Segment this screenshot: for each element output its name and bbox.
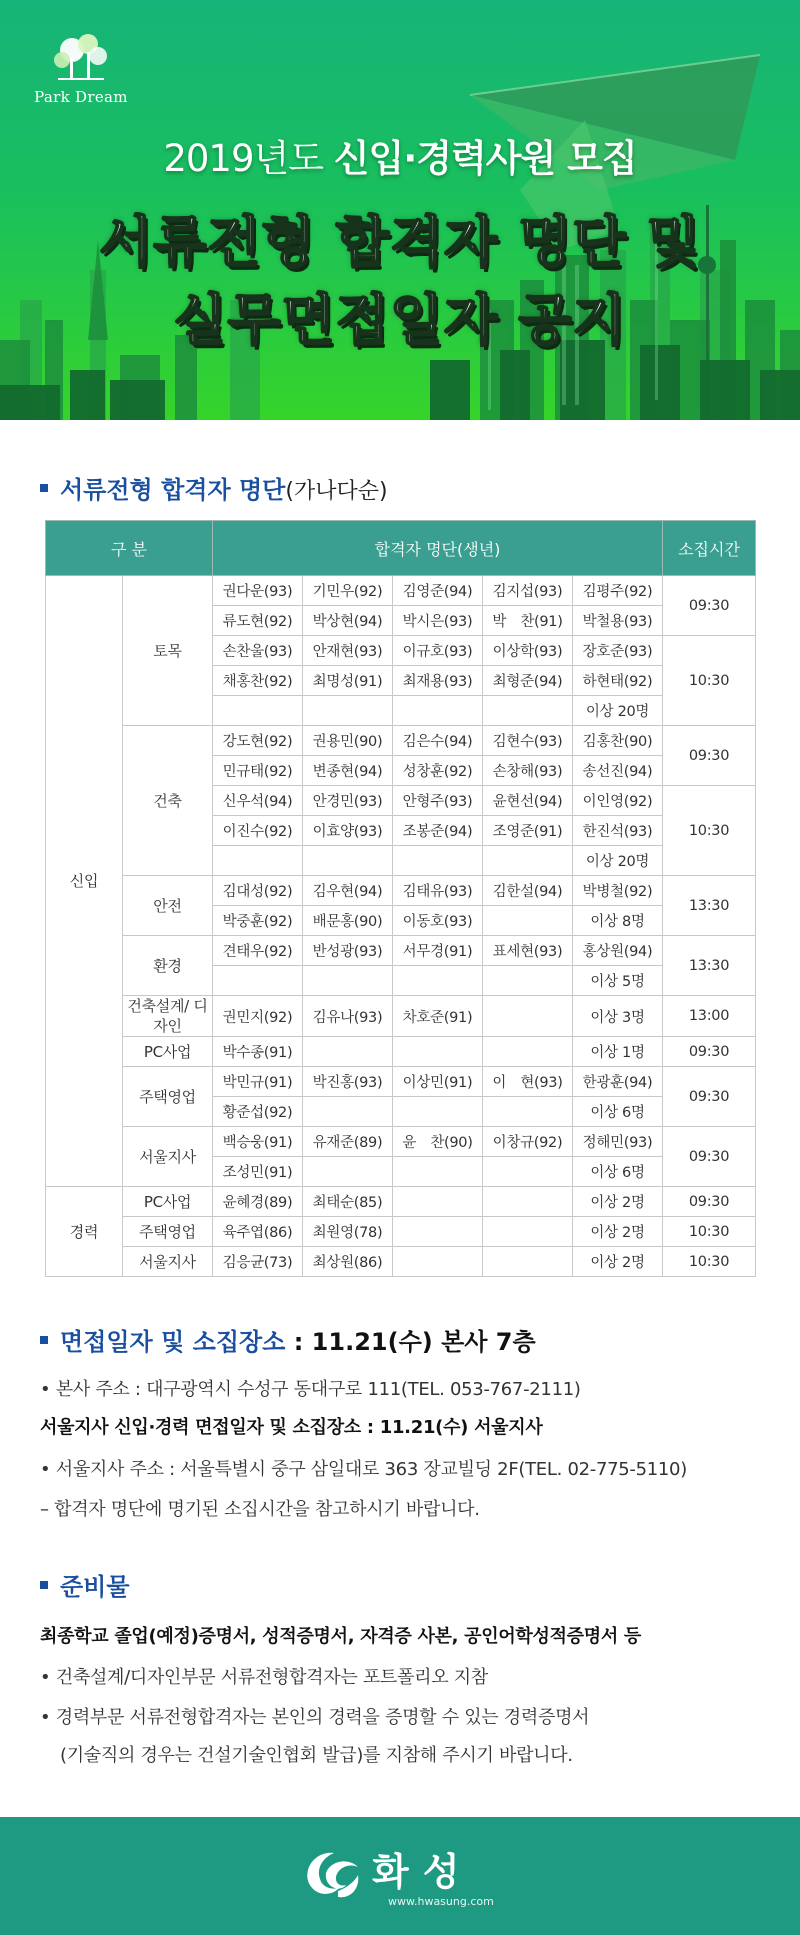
time-cell: 10:30 [663,786,756,876]
name-cell: 이동호(93) [393,906,483,936]
name-cell: 윤 찬(90) [393,1127,483,1157]
department-label: 서울지사 [123,1127,213,1187]
name-cell: 견태우(92) [213,936,303,966]
bullet-square-icon [40,1581,48,1589]
table-header-row [46,521,756,576]
time-cell: 13:30 [663,876,756,936]
name-cell: 박중훈(92) [213,906,303,936]
count-cell: 이상 5명 [573,966,663,996]
time-cell: 09:30 [663,726,756,786]
name-cell: 김영준(94) [393,576,483,606]
name-cell [303,1157,393,1187]
name-cell [393,1097,483,1127]
time-cell: 09:30 [663,1037,756,1067]
hq-address: • 본사 주소 : 대구광역시 수성구 동대구로 111(TEL. 053-767-2111) [40,1379,581,1400]
name-cell: 류도현(92) [213,606,303,636]
name-cell: 한광훈(94) [573,1067,663,1097]
time-cell: 13:30 [663,936,756,996]
bullet-square-icon [40,1336,48,1344]
name-cell: 최형준(94) [483,666,573,696]
name-cell [483,696,573,726]
name-cell: 김홍찬(90) [573,726,663,756]
name-cell: 김지섭(93) [483,576,573,606]
name-cell: 정해민(93) [573,1127,663,1157]
name-cell: 손찬울(93) [213,636,303,666]
name-cell: 박민규(91) [213,1067,303,1097]
count-cell: 이상 2명 [573,1217,663,1247]
name-cell: 박시은(93) [393,606,483,636]
name-cell [393,1247,483,1277]
department-label: 주택영업 [123,1217,213,1247]
department-label: 건축설계/ 디자인 [123,996,213,1037]
name-cell: 김응균(73) [213,1247,303,1277]
name-cell: 윤현선(94) [483,786,573,816]
name-cell: 권다운(93) [213,576,303,606]
name-cell [483,906,573,936]
name-cell: 최태순(85) [303,1187,393,1217]
name-cell [303,1037,393,1067]
section-heading-passers [40,470,388,505]
prep-item-career: • 경력부문 서류전형합격자는 본인의 경력을 증명할 수 있는 경력증명서 [40,1707,590,1728]
table-row [46,996,756,1037]
name-cell: 윤혜경(89) [213,1187,303,1217]
name-cell [213,696,303,726]
prep-documents: 최종학교 졸업(예정)증명서, 성적증명서, 자격증 사본, 공인어학성적증명서 등 [40,1626,641,1647]
name-cell: 김우현(94) [303,876,393,906]
name-cell [483,966,573,996]
name-cell: 손창해(93) [483,756,573,786]
table-row [46,1127,756,1157]
name-cell: 이규호(93) [393,636,483,666]
table-row [46,726,756,756]
name-cell: 안형주(93) [393,786,483,816]
name-cell: 김대성(92) [213,876,303,906]
name-cell [213,846,303,876]
name-cell: 기민우(92) [303,576,393,606]
name-cell [303,1097,393,1127]
name-cell: 이인영(92) [573,786,663,816]
count-cell: 이상 8명 [573,906,663,936]
name-cell: 장호준(93) [573,636,663,666]
name-cell [483,1157,573,1187]
name-cell: 민규태(92) [213,756,303,786]
name-cell: 박병철(92) [573,876,663,906]
section1-title: 서류전형 합격자 명단 [60,476,286,504]
time-cell: 10:30 [663,1247,756,1277]
name-cell: 박 찬(91) [483,606,573,636]
department-label: 서울지사 [123,1247,213,1277]
name-cell: 안재현(93) [303,636,393,666]
time-cell: 09:30 [663,1067,756,1127]
name-cell: 채홍찬(92) [213,666,303,696]
name-cell: 신우석(94) [213,786,303,816]
count-cell: 이상 20명 [573,696,663,726]
count-cell: 이상 20명 [573,846,663,876]
section3-title: 준비물 [60,1573,130,1601]
category-gyeongryeok: 경력 [46,1187,123,1277]
table-row [46,1037,756,1067]
table-body [46,576,756,1277]
time-cell: 09:30 [663,576,756,636]
table-row [46,576,756,606]
name-cell: 황준섭(92) [213,1097,303,1127]
name-cell [393,1217,483,1247]
name-cell [393,696,483,726]
passers-table [45,520,756,1277]
count-cell: 이상 1명 [573,1037,663,1067]
name-cell [483,846,573,876]
name-cell: 성창훈(92) [393,756,483,786]
name-cell: 차호준(91) [393,996,483,1037]
name-cell: 이상민(91) [393,1067,483,1097]
count-cell: 이상 6명 [573,1097,663,1127]
park-dream-logo [26,30,136,106]
footer [0,1817,800,1935]
name-cell [483,1217,573,1247]
name-cell: 안경민(93) [303,786,393,816]
name-cell: 서무경(91) [393,936,483,966]
name-cell [303,696,393,726]
name-cell [483,1187,573,1217]
table-row [46,1217,756,1247]
name-cell: 이창규(92) [483,1127,573,1157]
name-cell: 조성민(91) [213,1157,303,1187]
section-heading-interview [40,1322,536,1357]
page-title-line2: 실무면접일자 공지 [173,288,627,352]
name-cell: 백승웅(91) [213,1127,303,1157]
section2-title: 면접일자 및 소집장소 [60,1328,286,1356]
name-cell [303,846,393,876]
page-title-line1: 서류전형 합격자 명단 및 [99,210,701,274]
name-cell: 표세현(93) [483,936,573,966]
name-cell: 박진홍(93) [303,1067,393,1097]
count-cell: 이상 2명 [573,1247,663,1277]
name-cell: 한진석(93) [573,816,663,846]
company-url[interactable]: www.hwasung.com [388,1895,494,1908]
section-heading-prep [40,1567,130,1602]
name-cell: 조영준(91) [483,816,573,846]
name-cell: 김태유(93) [393,876,483,906]
time-cell: 13:00 [663,996,756,1037]
name-cell: 홍상원(94) [573,936,663,966]
time-cell: 10:30 [663,1217,756,1247]
subtitle-year: 2019년도 [163,137,334,180]
name-cell [393,966,483,996]
recruit-subtitle [0,128,800,182]
seoul-interview-heading: 서울지사 신입·경력 면접일자 및 소집장소 : 11.21(수) 서울지사 [40,1417,543,1438]
name-cell [303,966,393,996]
name-cell [483,1097,573,1127]
time-cell: 10:30 [663,636,756,726]
department-label: 토목 [123,576,213,726]
name-cell: 이효양(93) [303,816,393,846]
name-cell: 이진수(92) [213,816,303,846]
name-cell [483,1247,573,1277]
name-cell: 김현수(93) [483,726,573,756]
table-row [46,1247,756,1277]
name-cell: 박철용(93) [573,606,663,636]
prep-item-portfolio: • 건축설계/디자인부문 서류전형합격자는 포트폴리오 지참 [40,1667,488,1688]
name-cell: 최원영(78) [303,1217,393,1247]
name-cell: 김평주(92) [573,576,663,606]
department-label: 건축 [123,726,213,876]
name-cell [393,1037,483,1067]
name-cell [393,1187,483,1217]
department-label: 주택영업 [123,1067,213,1127]
section1-suffix: (가나다순) [285,479,388,504]
notice-note: – 합격자 명단에 명기된 소집시간을 참고하시기 바랍니다. [40,1499,480,1520]
name-cell: 유재준(89) [303,1127,393,1157]
name-cell: 권용민(90) [303,726,393,756]
department-label: 환경 [123,936,213,996]
tree-logo-icon [46,30,116,82]
name-cell [213,966,303,996]
header-category: 구 분 [46,521,213,576]
subtitle-bold: 신입·경력사원 모집 [333,137,637,180]
name-cell [483,1037,573,1067]
name-cell: 최재용(93) [393,666,483,696]
department-label: PC사업 [123,1037,213,1067]
time-cell: 09:30 [663,1187,756,1217]
department-label: PC사업 [123,1187,213,1217]
name-cell: 조봉준(94) [393,816,483,846]
section2-suffix: : 11.21(수) 본사 7층 [285,1328,536,1356]
name-cell: 최명성(91) [303,666,393,696]
name-cell: 송선진(94) [573,756,663,786]
name-cell: 김은수(94) [393,726,483,756]
name-cell: 최상원(86) [303,1247,393,1277]
time-cell: 09:30 [663,1127,756,1187]
name-cell: 반성광(93) [303,936,393,966]
name-cell: 이상학(93) [483,636,573,666]
name-cell: 배문홍(90) [303,906,393,936]
hero-banner [0,0,800,420]
hwasung-logo-icon [302,1847,364,1903]
table-row [46,1187,756,1217]
count-cell: 이상 2명 [573,1187,663,1217]
name-cell: 김유나(93) [303,996,393,1037]
name-cell: 김한설(94) [483,876,573,906]
name-cell: 이 현(93) [483,1067,573,1097]
table-row [46,876,756,906]
name-cell: 하현태(92) [573,666,663,696]
department-label: 안전 [123,876,213,936]
name-cell: 변종현(94) [303,756,393,786]
count-cell: 이상 3명 [573,996,663,1037]
name-cell: 강도현(92) [213,726,303,756]
name-cell: 박수종(91) [213,1037,303,1067]
table-row [46,1067,756,1097]
name-cell: 권민지(92) [213,996,303,1037]
seoul-address: • 서울지사 주소 : 서울특별시 중구 삼일대로 363 장교빌딩 2F(TEL. 02-775-5110) [40,1459,687,1480]
category-sinip: 신입 [46,576,123,1187]
count-cell: 이상 6명 [573,1157,663,1187]
name-cell [483,996,573,1037]
name-cell: 육주엽(86) [213,1217,303,1247]
name-cell [393,846,483,876]
table-row [46,936,756,966]
name-cell: 박상현(94) [303,606,393,636]
prep-item-career-cont: (기술직의 경우는 건설기술인협회 발급)를 지참해 주시기 바랍니다. [60,1745,573,1766]
logo-text: Park Dream [34,88,128,106]
header-names: 합격자 명단(생년) [213,521,663,576]
name-cell [393,1157,483,1187]
bullet-square-icon [40,484,48,492]
header-time: 소집시간 [663,521,756,576]
company-name: 화성 [372,1850,474,1894]
